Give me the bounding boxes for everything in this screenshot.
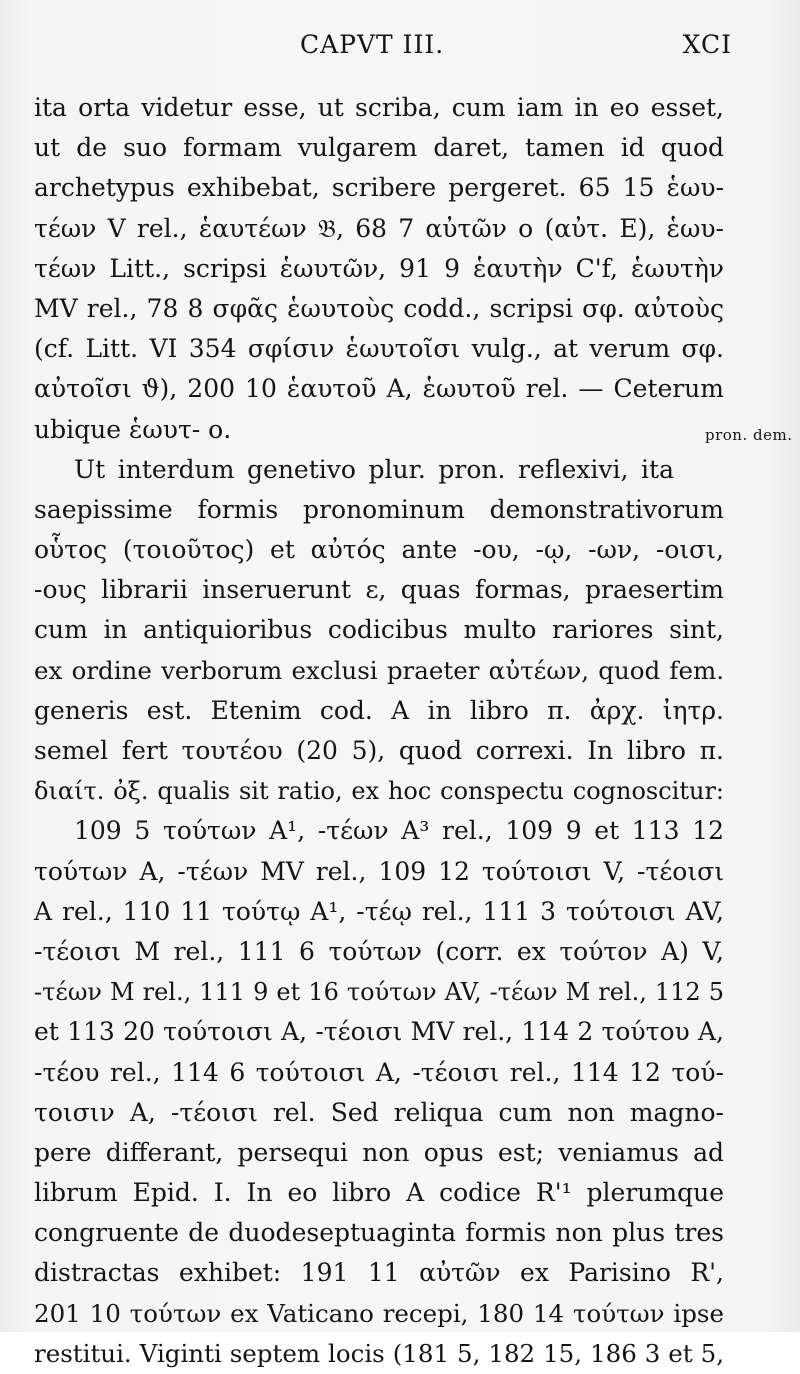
text-line: pere differant, persequi non opus est; veniamus ad (34, 1137, 724, 1167)
text-line: generis est. Etenim cod. A in libro π. ἀρχ. ἰητρ. (34, 695, 724, 725)
text-line: Ut interdum genetivo plur. pron. reflexivi, ita (74, 454, 674, 484)
text-line: MV rel., 78 8 σφᾶς ἑωυτοὺς codd., scripsi σφ. αὐτοὺς (34, 293, 724, 323)
text-line: cum in antiquioribus codicibus multo rariores sint, (34, 615, 724, 645)
text-line: -τέοισι M rel., 111 6 τούτων (corr. ex τούτον A) V, (34, 936, 724, 966)
text-line: saepissime formis pronominum demonstrativorum (34, 494, 724, 524)
text-line: A rel., 110 11 τούτῳ A¹, -τέῳ rel., 111 3 τούτοισι AV, (34, 896, 724, 926)
margin-note: pron. dem. (705, 426, 793, 444)
text-line: et 113 20 τούτοισι A, -τέοισι MV rel., 114 2 τούτου A, (34, 1017, 724, 1047)
text-line: (cf. Litt. VI 354 σφίσιν ἑωυτοῖσι vulg., at verum σφ. (34, 334, 724, 364)
text-line: 201 10 τούτων ex Vaticano recepi, 180 14 τούτων ipse (34, 1298, 724, 1328)
text-line: semel fert τουτέου (20 5), quod correxi. In libro π. (34, 736, 724, 765)
text-line: restitui. Viginti septem locis (181 5, 182 15, 186 3 et 5, (34, 1338, 724, 1368)
text-line: congruente de duodeseptuaginta formis non plus tres (34, 1218, 724, 1248)
text-line: -τέων M rel., 111 9 et 16 τούτων AV, -τέων M rel., 112 5 (34, 978, 724, 1007)
text-line: ex ordine verborum exclusi praeter αὐτέων, quod fem. (34, 655, 724, 685)
body-text (34, 88, 724, 1374)
text-line: αὐτοῖσι ϑ), 200 10 ἑαυτοῦ A, ἑωυτοῦ rel. — Ceterum (34, 374, 724, 404)
text-line: τοισιν A, -τέοισι rel. Sed reliqua cum non magno- (34, 1097, 724, 1127)
text-line: archetypus exhibebat, scribere pergeret. 65 15 ἑωυ- (34, 173, 724, 203)
text-line: -ους librarii inseruerunt ε, quas formas, praesertim (34, 575, 724, 605)
text-line: -τέου rel., 114 6 τούτοισι A, -τέοισι rel., 114 12 τού- (34, 1057, 724, 1087)
text-line: ubique ἑωυτ- ο. (34, 414, 232, 444)
running-head (0, 30, 800, 66)
page-number: XCI (682, 30, 732, 59)
text-line: τούτων A, -τέων MV rel., 109 12 τούτοισι V, -τέοισι (34, 856, 724, 886)
text-line: distractas exhibet: 191 11 αὐτῶν ex Parisino R', (34, 1258, 724, 1288)
text-line: librum Epid. I. In eo libro A codice R'¹ plerumque (34, 1178, 724, 1208)
text-line: διαίτ. ὀξ. qualis sit ratio, ex hoc conspectu cognoscitur: (34, 777, 724, 806)
text-line: οὗτος (τοιοῦτος) et αὐτός ante -ου, -ῳ, -ων, -οισι, (34, 535, 724, 565)
text-line: ut de suo formam vulgarem daret, tamen id quod (34, 133, 724, 163)
text-line: τέων V rel., ἑαυτέων 𝔅, 68 7 αὐτῶν ο (αὐτ. E), ἑωυ- (34, 213, 724, 243)
text-line: τέων Litt., scripsi ἑωυτῶν, 91 9 ἑαυτὴν C'f, ἑωυτὴν (34, 253, 724, 283)
text-line: ita orta videtur esse, ut scriba, cum iam in eo esset, (34, 93, 724, 122)
text-line: 109 5 τούτων A¹, -τέων A³ rel., 109 9 et 113 12 (74, 816, 724, 846)
running-title: CAPVT III. (300, 30, 445, 59)
